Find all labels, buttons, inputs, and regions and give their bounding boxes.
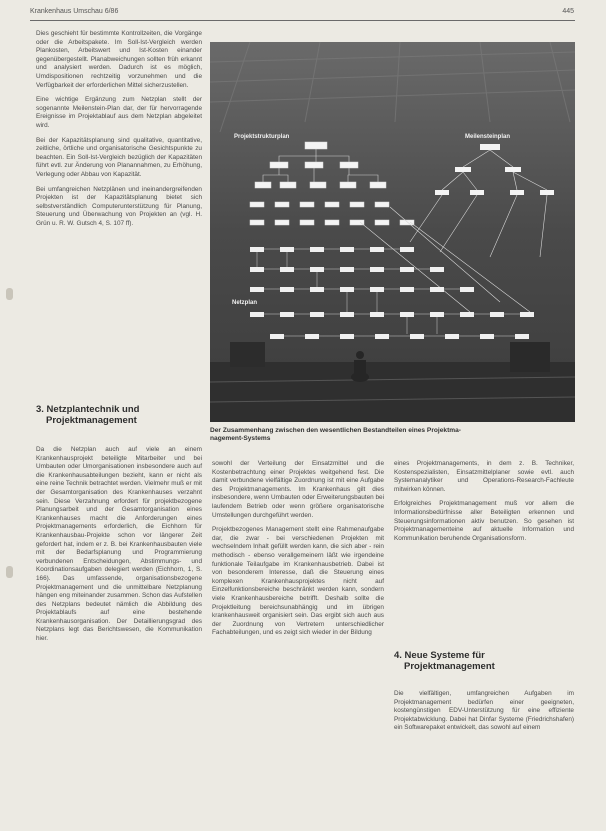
heading-line: Projektmanagement: [404, 661, 495, 672]
section-3-heading: [36, 404, 202, 426]
running-head: Krankenhaus Umschau 6/86: [30, 8, 119, 15]
paragraph: Bei umfangreichen Netzplänen und ineinandergreifenden Projekten ist der Kapazitätsplanung bietet sich selbstverständlich Computerunterstützung für Planung, Steuerung und Überwachung von Projekten an (vgl. H. Grün u. R. W. Gutsch 4, S. 107 ff).: [36, 185, 202, 227]
paragraph: eines Projektmanagements, in dem z. B. Techniker, Kostenspezialisten, Einsatzmittelplaner sowie evtl. auch Systemanalytiker und Operations-Research-Fachleute mitwirken können.: [394, 460, 574, 493]
paragraph: sowohl der Verteilung der Einsatzmittel und die Kostenbetrachtung einer Projektes weitgehend fest. Die damit verbundene vielfältige Zuordnung ist mit eine Aufgabe des Projektmanagements. Im Krankenhaus gilt dies insbesondere, wenn Umbauten oder Erweiterungsbauten bei laufendem Betrieb oder wenn größere organisatorische Umstellungen durchgeführt werden.: [212, 460, 384, 519]
punch-hole-top: [6, 288, 13, 300]
paragraph: Erfolgreiches Projektmanagement muß vor allem die Informationsbedürfnisse aller Beteiligten erkennen und Steuerungsinformationen aktiv benutzen. So gesehen ist Projektmanagementeine auf aktuelle Information und Kommunikation beruhende Organisationsform.: [394, 500, 574, 542]
label-netzplan: Netzplan: [232, 300, 258, 306]
heading-line: 4. Neue Systeme für: [394, 650, 485, 661]
project-management-system-image: [210, 42, 575, 422]
right-column-top: [394, 460, 574, 549]
page-number: 445: [562, 8, 574, 15]
label-projektstrukturplan: Projektstrukturplan: [234, 134, 290, 140]
figure-photo: [210, 42, 575, 422]
left-column-top: [36, 30, 202, 234]
paragraph: Bei der Kapazitätsplanung sind qualitative, quantitative, zeitliche, örtliche und organisatorische Gesichtspunkte zu beachten. Ein Soll-Ist-Vergleich bezüglich der Kapazitäten führt evtl. zur Änderung von Planannahmen, zu Erhöhung, Verlegung oder Abbau von Kapazität.: [36, 136, 202, 178]
paragraph: Projektbezogenes Management stellt eine Rahmenaufgabe dar, die zwar - bei verschiedenen Projekten mit wechselndem Inhalt gefüllt werden kann, die sich aber - rein methodisch - ebenso verallgemeinern läßt wie irgendeine funktionale Teilaufgabe im Krankenhausbetrieb. Dabei ist von besonderem Interesse, daß die Steuerung eines komplexen Krankenhausprojektes nicht auf Einzelfunktionsbereiche beschränkt werden kann, sondern viele Krankenhausbereiche betrifft. Deshalb sollte die Projektleitung bereichsunabhängig und im übrigen krankenhausweit organisiert sein. Das ergibt sich auch aus der Zuordnung von Vertretern unterschiedlicher Fachabteilungen, und es zeigt sich wieder in der Bildung: [212, 526, 384, 637]
heading-line: 3. Netzplantechnik und: [36, 404, 140, 415]
figure-caption: [210, 427, 575, 444]
paragraph: Dies geschieht für bestimmte Kontrollzeiten, die Vorgänge oder die Arbeitspakete. Im Soll-Ist-Vergleich werden Plankosten, Arbeitswert und Ist-Kosten einander gegenübergestellt. Planabweichungen sollten früh erkannt und analysiert werden. Dadurch ist es möglich, Umdispositionen rechtzeitig vorzunehmen und die Verfügbarkeit der erforderlichen Mittel sicherzustellen.: [36, 30, 202, 89]
punch-hole-bottom: [6, 566, 13, 578]
paragraph: Eine wichtige Ergänzung zum Netzplan stellt der sogenannte Meilenstein-Plan dar, der für hervorragende Ereignisse im Projektablauf aus dem Netzplan abgeleitet wird.: [36, 96, 202, 129]
section-4-heading: [394, 650, 574, 672]
caption-line: Der Zusammenhang zwischen den wesentlichen Bestandteilen eines Projektma-: [210, 427, 462, 434]
paragraph: Die vielfältigen, umfangreichen Aufgaben im Projektmanagement bedürfen einer geeigneten, kostengünstigen EDV-Unterstützung für eine effiziente Projektabwicklung. Dabei hat Dinfar Systeme (Friedrichshafen) ein Softwarepaket entwickelt, das sowohl auf einem: [394, 690, 574, 732]
right-column-bottom: [394, 690, 574, 739]
header-rule: [30, 20, 575, 21]
label-meilensteinplan: Meilensteinplan: [465, 134, 511, 140]
left-column-bottom: [36, 446, 202, 650]
caption-line: nagement-Systems: [210, 435, 271, 443]
paragraph: Da die Netzplan auch auf viele an einem Krankenhausprojekt beteiligte Mitarbeiter und bei Umbauten oder Umorganisationen insbesondere auch auf die Krankenhausabteilungen bezieht, kann er nicht als eine reine Technik betrachtet werden. Vielmehr muß er mit der Gesamtorganisation des Krankenhauses verzahnt sein. Diese Verzahnung erfordert für projektbezogene Planungsarbeit und der Gesamtorganisation eines Krankenhauses macht die Anforderungen eines Projektmanagements erforderlich, die Eichhorn für Krankenhausbau-Projekte schon vor längerer Zeit gefordert hat, indem er z. B. bei Krankenhausbauten viele mit der Bedarfsplanung und Programmierung verbundenen Entscheidungen, Abstimmungs- und Koordinationsaufgaben delegiert werden (Eichhorn, 1, S. 166). Das umfassende, organisationsbezogene Projektmanagement und die unmittelbare Netzplanung hängen eng miteinander zusammen. Schon das Aufstellen des Netzplans bedeutet nämlich die Abbildung des Projektablaufs auf eine bestehende Krankenhausorganisation. Der Detaillierungsgrad des Netzplans legt das Berichtswesen, die Kommunikation hier.: [36, 446, 202, 643]
heading-line: Projektmanagement: [46, 415, 137, 426]
middle-column: [212, 460, 384, 644]
